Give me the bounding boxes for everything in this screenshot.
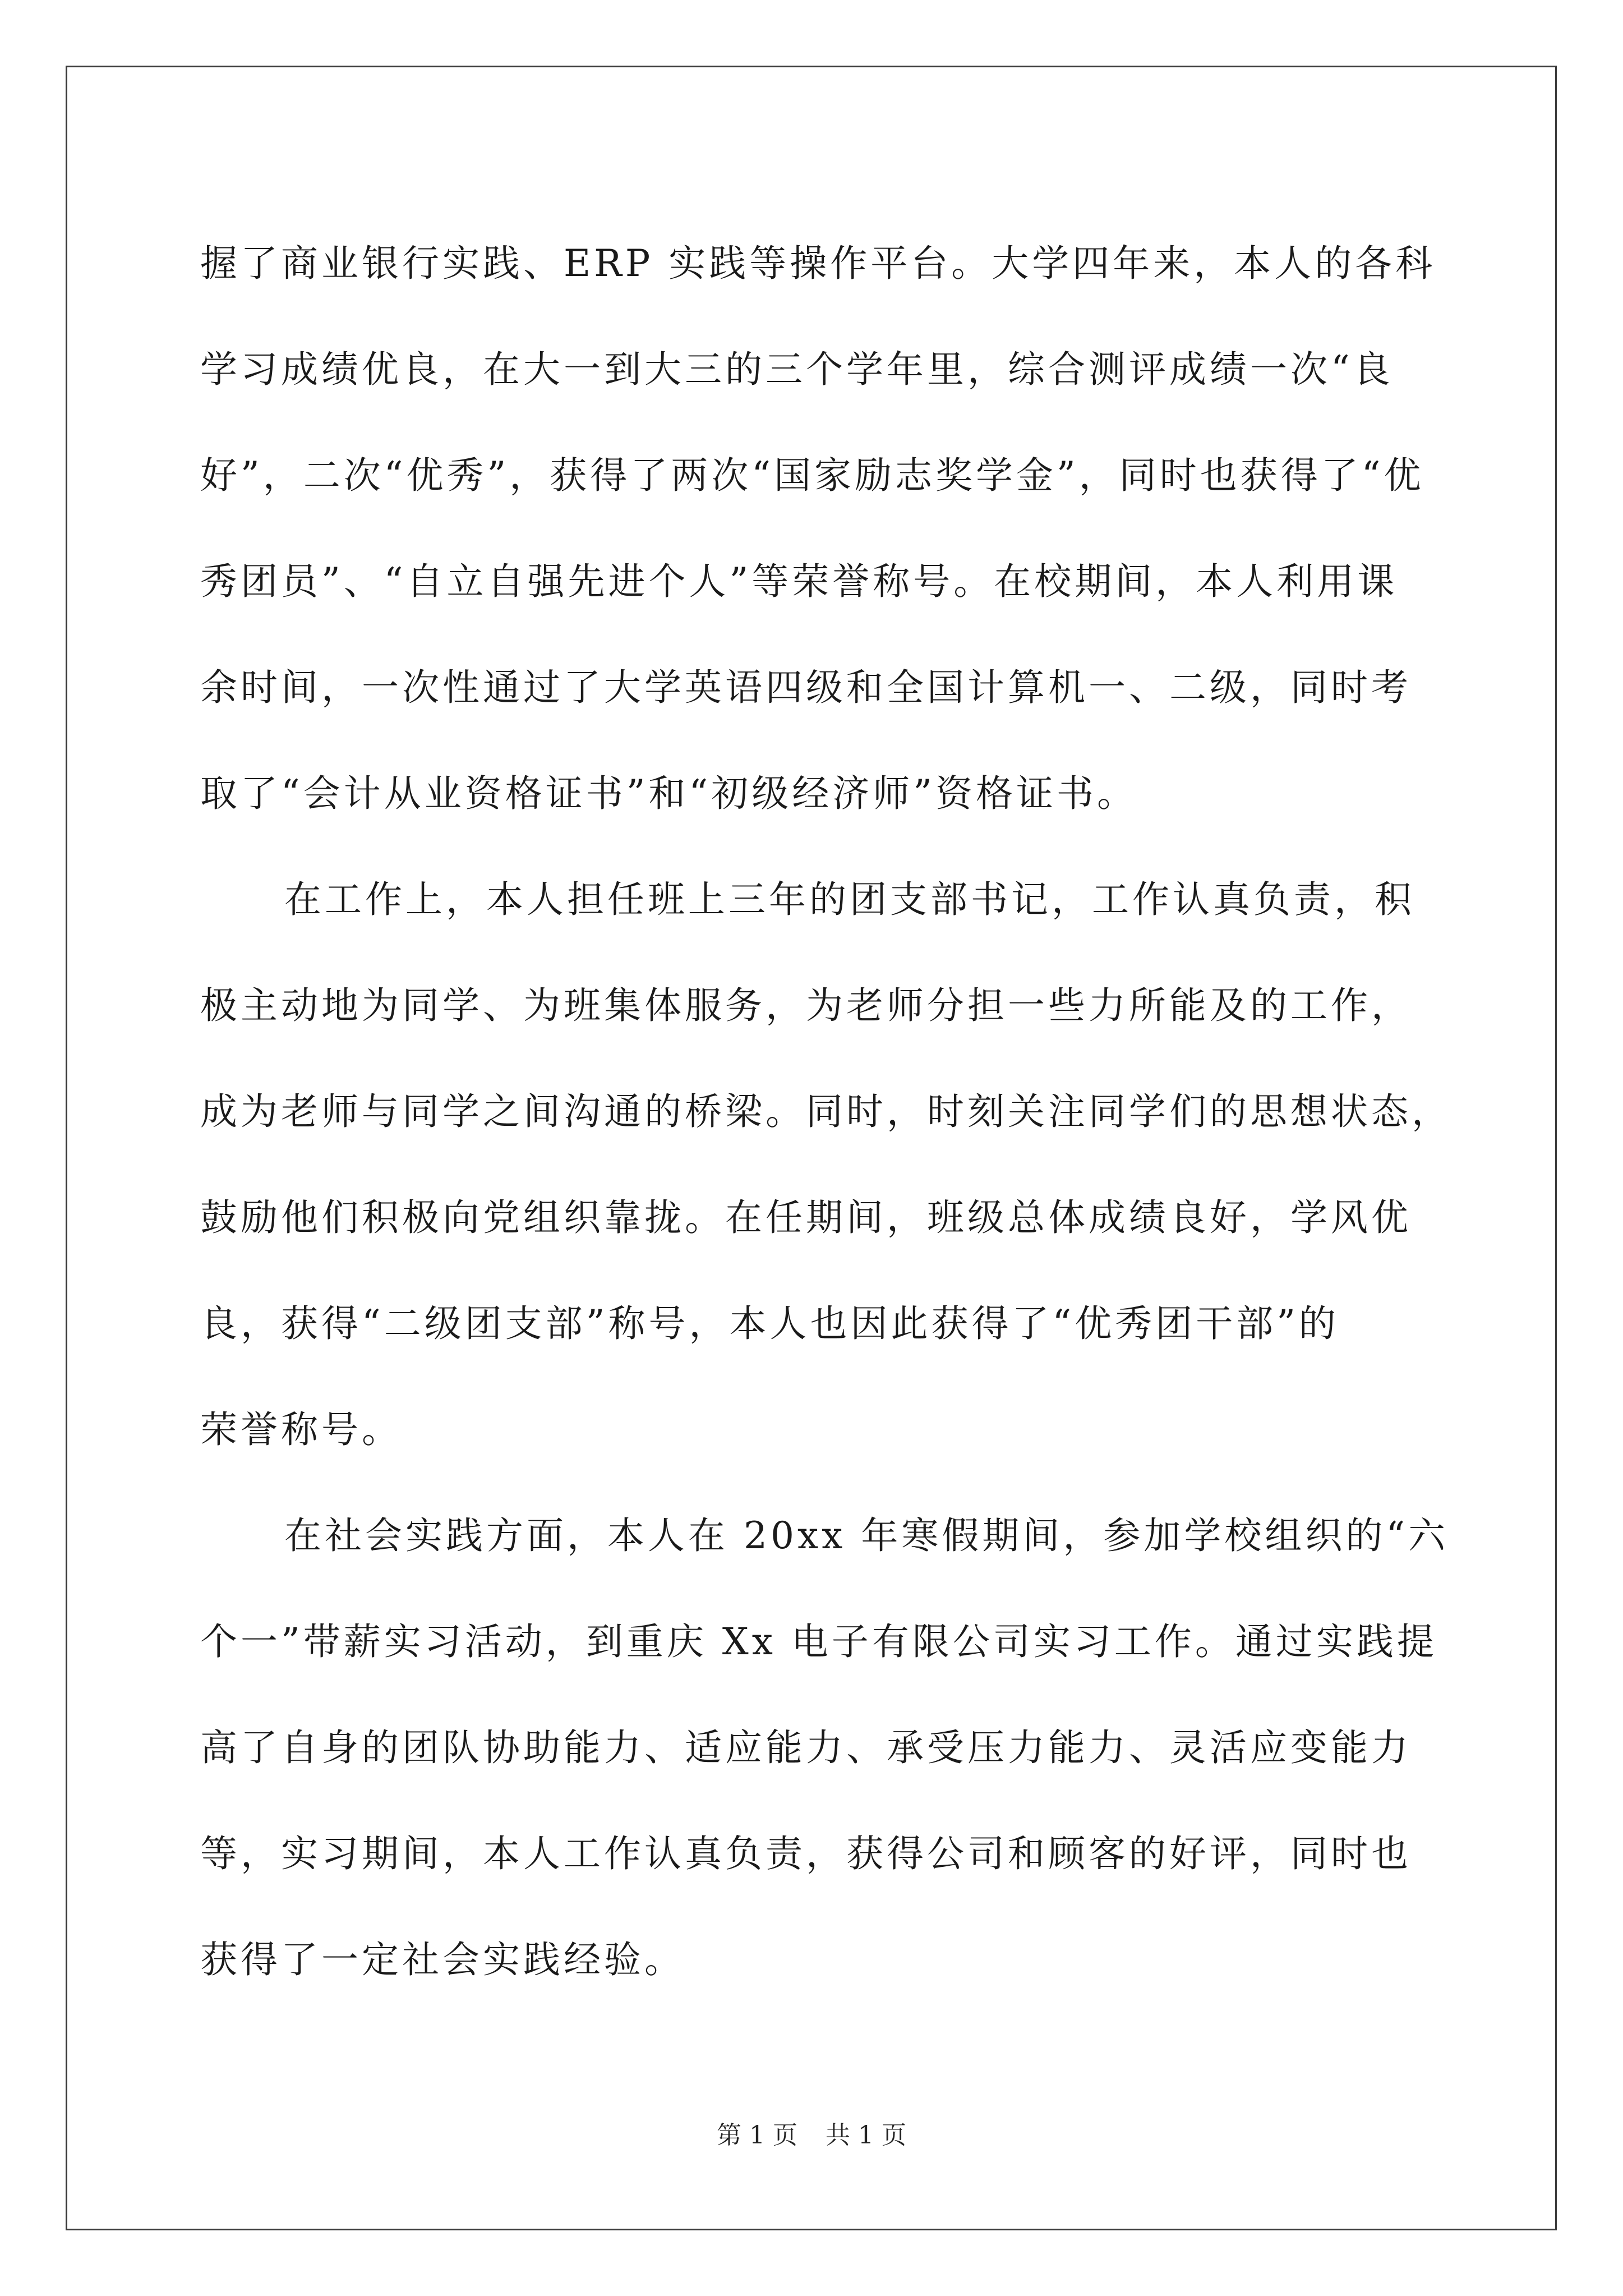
- text-line: 好”，二次“优秀”，获得了两次“国家励志奖学金”，同时也获得了“优: [200, 454, 1424, 497]
- paragraph-1: [200, 210, 1434, 846]
- text-line: 取了“会计从业资格证书”和“初级经济师”资格证书。: [200, 772, 1137, 815]
- page-footer: [0, 2115, 1623, 2151]
- page-total: 共 1 页: [826, 2121, 906, 2150]
- page-number: 第 1 页: [717, 2121, 797, 2150]
- text-line: 在工作上，本人担任班上三年的团支部书记，工作认真负责，积: [284, 878, 1415, 921]
- text-line: 成为老师与同学之间沟通的桥梁。同时，时刻关注同学们的思想状态，: [200, 1090, 1452, 1133]
- text-line: 握了商业银行实践、ERP 实践等操作平台。大学四年来，本人的各科: [200, 242, 1436, 285]
- document-body: [200, 210, 1452, 2013]
- text-line: 良，获得“二级团支部”称号，本人也因此获得了“优秀团干部”的: [200, 1302, 1339, 1345]
- text-line: 高了自身的团队协助能力、适应能力、承受压力能力、灵活应变能力: [200, 1726, 1412, 1769]
- text-line: 学习成绩优良，在大一到大三的三个学年里，综合测评成绩一次“良: [200, 348, 1394, 391]
- text-line: 鼓励他们积极向党组织靠拢。在任期间，班级总体成绩良好，学风优: [200, 1196, 1412, 1239]
- paragraph-2: [200, 846, 1452, 1483]
- text-line: 获得了一定社会实践经验。: [200, 1938, 685, 1981]
- text-line: 秀团员”、“自立自强先进个人”等荣誉称号。在校期间，本人利用课: [200, 560, 1398, 603]
- paragraph-3: [200, 1483, 1449, 2013]
- text-line: 极主动地为同学、为班集体服务，为老师分担一些力所能及的工作，: [200, 984, 1412, 1027]
- text-line: 等，实习期间，本人工作认真负责，获得公司和顾客的好评，同时也: [200, 1832, 1412, 1875]
- text-line: 荣誉称号。: [200, 1408, 402, 1451]
- text-line: 个一”带薪实习活动，到重庆 Xx 电子有限公司实习工作。通过实践提: [200, 1620, 1437, 1663]
- text-line: 余时间，一次性通过了大学英语四级和全国计算机一、二级，同时考: [200, 666, 1412, 709]
- text-line: 在社会实践方面，本人在 20xx 年寒假期间，参加学校组织的“六: [284, 1514, 1449, 1557]
